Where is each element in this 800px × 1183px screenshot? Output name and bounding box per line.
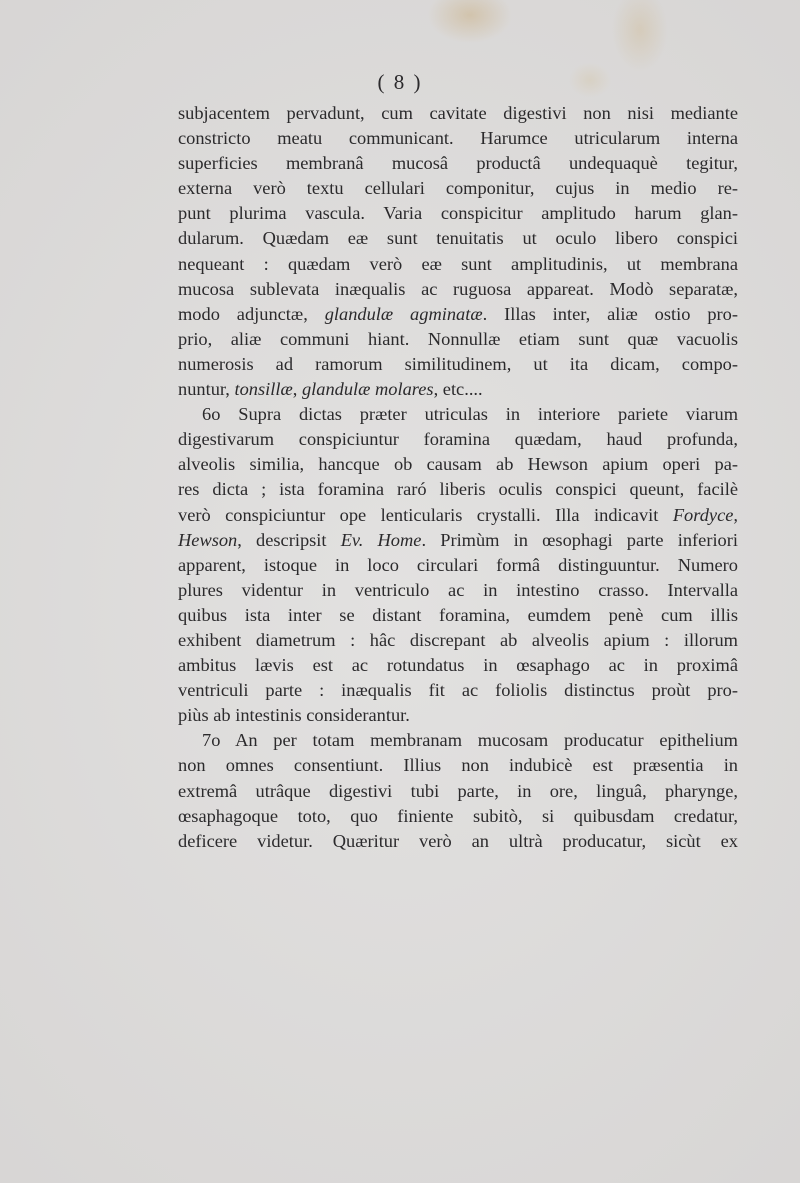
text-line: alveolis similia, hancque ob causam ab Hewson apium operi pa-: [178, 454, 738, 475]
body-text: [178, 101, 738, 854]
text-line: digestivarum conspiciuntur foramina quædam, haud profunda,: [178, 429, 738, 450]
text-line: [178, 503, 738, 528]
text-line: punt plurima vascula. Varia conspicitur amplitudo harum glan-: [178, 203, 738, 224]
text-segment: nuntur,: [178, 379, 235, 400]
text-line: ventriculi parte : inæqualis fit ac foliolis distinctus proùt pro-: [178, 680, 738, 701]
text-line: [178, 302, 738, 327]
page-number: ( 8 ): [377, 70, 423, 94]
text-segment: modo adjunctæ,: [178, 303, 325, 324]
text-line: res dicta ; ista foramina raró liberis oculis conspici queunt, facilè: [178, 479, 738, 500]
text-segment: . Primùm in œsophagi parte inferiori: [421, 529, 738, 550]
italic-term: tonsillæ: [234, 379, 293, 400]
text-line: deficere videtur. Quæritur verò an ultrà producatur, sicùt ex: [178, 830, 738, 851]
text-line: ambitus lævis est ac rotundatus in œsaphago ac in proximâ: [178, 655, 738, 676]
text-segment: , etc....: [433, 379, 483, 400]
paragraph-7-first-line: 7o An per totam membranam mucosam producatur epithelium: [202, 730, 738, 751]
paragraph-6-first-line: 6o Supra dictas præter utriculas in interiore pariete viarum: [202, 404, 738, 425]
italic-term: Fordyce,: [672, 504, 738, 525]
italic-term: Ev. Home: [340, 529, 422, 550]
text-line: nequeant : quædam verò eæ sunt amplitudinis, ut membrana: [178, 253, 738, 274]
text-line: plures videntur in ventriculo ac in intestino crasso. Intervalla: [178, 579, 738, 600]
text-line: extremâ utrâque digestivi tubi parte, in ore, linguâ, pharynge,: [178, 780, 738, 801]
text-line: subjacentem pervadunt, cum cavitate digestivi non nisi mediante: [178, 103, 738, 123]
italic-term: Hewson: [178, 529, 238, 550]
text-line: mucosa sublevata inæqualis ac ruguosa appareat. Modò separatæ,: [178, 278, 738, 299]
text-segment: verò conspiciuntur ope lenticularis crystalli. Illa indicavit: [178, 504, 673, 525]
text-segment: , descripsit: [237, 529, 341, 550]
italic-term: glandulæ agminatæ: [324, 303, 483, 324]
text-segment: ,: [292, 379, 302, 400]
text-line: exhibent diametrum : hâc discrepant ab alveolis apium : illorum: [178, 629, 738, 650]
text-line: apparent, istoque in loco circulari formâ distinguuntur. Numero: [178, 554, 738, 575]
text-line: non omnes consentiunt. Illius non indubicè est præsentia in: [178, 755, 738, 776]
text-line: [178, 377, 738, 402]
italic-term: glandulæ molares: [301, 379, 434, 400]
text-line: constricto meatu communicant. Harumce utricularum interna: [178, 128, 738, 149]
text-line: superficies membranâ mucosâ productâ undequaquè tegitur,: [178, 153, 738, 174]
text-line: piùs ab intestinis considerantur.: [178, 705, 410, 726]
text-segment: . Illas inter, aliæ ostio pro-: [482, 303, 738, 324]
text-line: œsaphagoque toto, quo finiente subitò, si quibusdam credatur,: [178, 805, 738, 826]
text-line: numerosis ad ramorum similitudinem, ut ita dicam, compo-: [178, 353, 738, 374]
text-line: [178, 528, 738, 553]
text-line: quibus ista inter se distant foramina, eumdem penè cum illis: [178, 604, 738, 625]
text-line: externa verò textu cellulari componitur, cujus in medio re-: [178, 178, 738, 199]
text-line: dularum. Quædam eæ sunt tenuitatis ut oculo libero conspici: [178, 228, 738, 249]
text-line: prio, aliæ communi hiant. Nonnullæ etiam sunt quæ vacuolis: [178, 328, 738, 349]
